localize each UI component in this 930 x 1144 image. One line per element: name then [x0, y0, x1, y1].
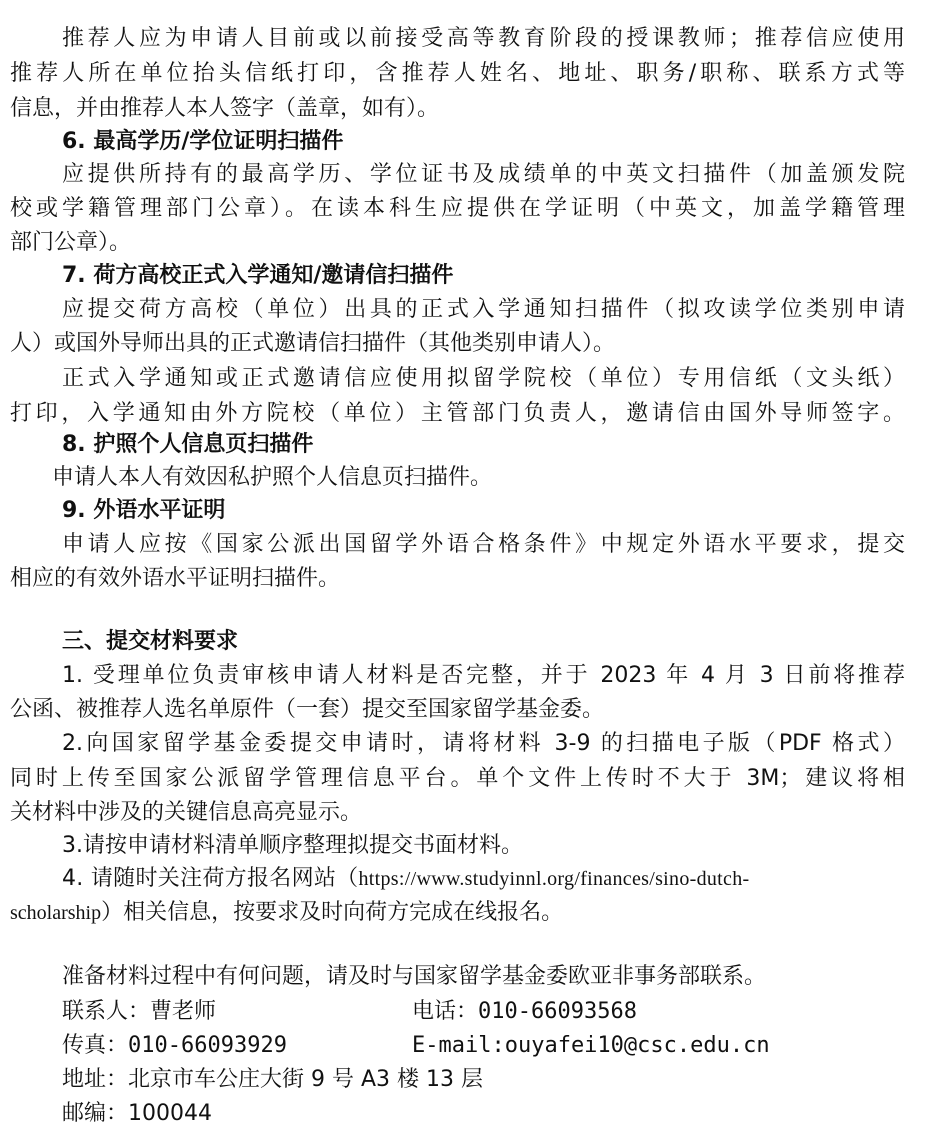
- paragraph-line: 校或学籍管理部门公章）。在读本科生应提供在学证明（中英文，加盖学籍管理: [10, 196, 905, 221]
- paragraph-line: 打印，入学通知由外方院校（单位）主管部门负责人，邀请信由国外导师签字。: [10, 401, 905, 426]
- paragraph-line: 推荐人应为申请人目前或以前接受高等教育阶段的授课教师；推荐信应使用: [62, 26, 905, 51]
- contact-phone: 电话：010-66093568: [412, 999, 637, 1024]
- paragraph-line: 关材料中涉及的关键信息高亮显示。: [10, 800, 363, 825]
- paragraph-line: 2.向国家留学基金委提交申请时，请将材料 3-9 的扫描电子版（PDF 格式）: [62, 731, 905, 756]
- section-heading-7: 7. 荷方高校正式入学通知/邀请信扫描件: [62, 263, 454, 288]
- section-heading-6: 6. 最高学历/学位证明扫描件: [62, 129, 344, 154]
- paragraph-line: 1. 受理单位负责审核申请人材料是否完整，并于 2023 年 4 月 3 日前将推荐: [62, 663, 905, 688]
- paragraph-line: 同时上传至国家公派留学管理信息平台。单个文件上传时不大于 3M；建议将相: [10, 766, 905, 791]
- contact-email[interactable]: E-mail:ouyafei10@csc.edu.cn: [412, 1033, 770, 1058]
- paragraph-line: 信息，并由推荐人本人签字（盖章，如有）。: [10, 96, 440, 121]
- paragraph-text: ）相关信息，按要求及时向荷方完成在线报名。: [101, 900, 564, 925]
- paragraph-line: 申请人本人有效因私护照个人信息页扫描件。: [52, 465, 493, 490]
- paragraph-line: 3.请按申请材料清单顺序整理拟提交书面材料。: [62, 833, 523, 858]
- contact-row: [62, 995, 905, 1029]
- paragraph-line: [10, 896, 905, 930]
- website-link[interactable]: scholarship: [10, 902, 102, 924]
- paragraph-line: 应提交荷方高校（单位）出具的正式入学通知扫描件（拟攻读学位类别申请: [62, 297, 905, 322]
- paragraph-line: 应提供所持有的最高学历、学位证书及成绩单的中英文扫描件（加盖颁发院: [62, 162, 905, 187]
- contact-postcode: 邮编：100044: [62, 1101, 212, 1126]
- contact-person: 联系人：曹老师: [62, 999, 217, 1024]
- contact-row: [62, 1029, 905, 1063]
- website-link[interactable]: https://www.studyinnl.org/finances/sino-dutch-: [358, 868, 750, 890]
- paragraph-line: 公函、被推荐人选名单原件（一套）提交至国家留学基金委。: [10, 697, 605, 722]
- paragraph-line: 相应的有效外语水平证明扫描件。: [10, 566, 341, 591]
- paragraph-line: 部门公章）。: [10, 230, 132, 255]
- paragraph-line: 正式入学通知或正式邀请信应使用拟留学院校（单位）专用信纸（文头纸）: [62, 366, 905, 391]
- paragraph-line: [62, 862, 905, 896]
- section-heading-8: 8. 护照个人信息页扫描件: [62, 432, 314, 457]
- contact-fax: 传真：010-66093929: [62, 1033, 287, 1058]
- section-heading-9: 9. 外语水平证明: [62, 498, 226, 523]
- paragraph-line: 人）或国外导师出具的正式邀请信扫描件（其他类别申请人）。: [10, 331, 616, 356]
- paragraph-line: 推荐人所在单位抬头信纸打印，含推荐人姓名、地址、职务/职称、联系方式等: [10, 61, 905, 86]
- paragraph-line: 申请人应按《国家公派出国留学外语合格条件》中规定外语水平要求，提交: [62, 532, 905, 557]
- section-heading-3: 三、提交材料要求: [62, 629, 239, 654]
- contact-note: 准备材料过程中有何问题，请及时与国家留学基金委欧亚非事务部联系。: [62, 964, 767, 989]
- contact-address: 地址：北京市车公庄大街 9 号 A3 楼 13 层: [62, 1067, 483, 1092]
- paragraph-text: 4. 请随时关注荷方报名网站（: [62, 866, 359, 891]
